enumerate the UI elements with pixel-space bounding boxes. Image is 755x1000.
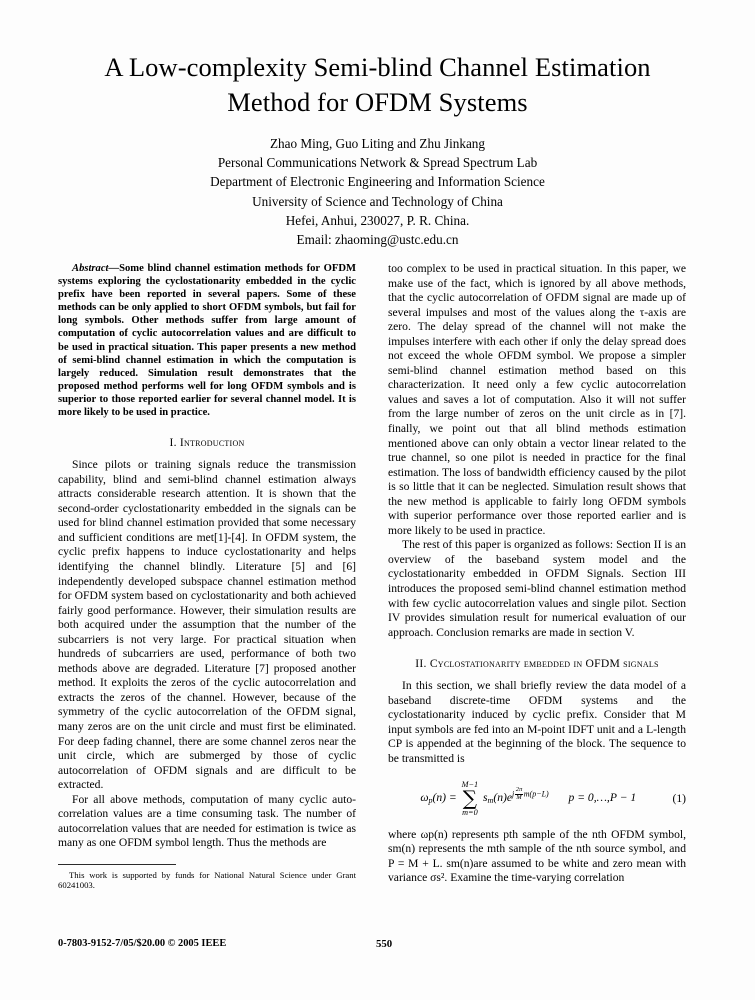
eq1-exp-tail: m(p−L) [523,789,549,799]
abstract-label: Abstract— [72,263,120,274]
author-email: Email: zhaoming@ustc.edu.cn [296,232,459,248]
section-title: Introduction [179,436,245,450]
author-university: University of Science and Technology of China [252,193,503,209]
intro-paragraph-4: The rest of this paper is organized as follows: Section II is an overview of the baseband system model and the cyclostationarity embedded in OFDM Signals. Section III introduces the proposed semi-blind channel estimation method with few cyclic autocorrelation values and single pilot. Section IV provides simulation result for numerical evaluation of our approach. Conclusion remarks are made in section V. [388,538,686,639]
column-left [58,262,356,922]
eq1-exp-j: j [512,789,515,799]
equation-1-expression [388,780,668,817]
eq1-summand-arg: (n)e [493,790,512,804]
page-title [55,50,700,120]
title-line-2: Method for OFDM Systems [227,87,528,117]
page-number: 550 [376,938,393,950]
eq1-frac-numerator: 2π [515,786,523,794]
eq1-summation [462,780,478,817]
author-affiliation-block [55,134,700,249]
section-heading-cyclostationarity [388,657,686,670]
section-number: I. [169,436,177,450]
author-names: Zhao Ming, Guo Liting and Zhu Jinkang [269,136,485,151]
section2-after-equation: where ωp(n) represents pth sample of the nth OFDM symbol, sm(n) represents the mth sample of the nth source symbol, and P = M + L. sm(n)are assumed to be white and zero mean with variance σs². Examine the time-varying correlation [388,827,686,885]
author-department: Department of Electronic Engineering and Information Science [210,174,545,190]
eq1-summand-s: s [483,790,488,804]
eq1-lhs-subscript: p [428,795,433,805]
eq1-exponent [512,787,549,802]
author-address: Hefei, Anhui, 230027, P. R. China. [285,212,470,228]
copyright-line: 0-7803-9152-7/05/$20.00 © 2005 IEEE [58,938,227,949]
eq1-sum-lower-limit: m=0 [462,807,478,817]
eq1-exp-fraction [515,787,524,802]
intro-paragraph-1: Since pilots or training signals reduce the transmission capability, blind and semi-blind channel estimation always attracts considerable research attention. It is shown that the second-order cyclostationarity embedded in the signals can be used for blind channel estimation provided that some necessary and sufficient conditions are met[1]-[4]. In OFDM system, the cyclic prefix happens to induce cyclostationarity and helps identifying the channel blindly. Literature [5] and [6] independently developed subspace channel estimation method for OFDM system based on cyclostationarity and both achieved fairly good performance. However, their simulation results are both acquired under the assumption that the number of the subcarriers is not very large. For practical situation when hundreds of subcarriers are used, performance of both two methods above are degraded. Literature [7] proposed another method. It exploits the zeros of the cyclic autocorrelation and extracts the zeros of the channel. However, because of the symmetry of the cyclic autocorrelation of the OFDM signal, many zeros are on the unit circle and must first be eliminated. For deep fading channel, there are some channel zeros near the unit circle, which are submerged by those of cyclic autocorrelation of OFDM signals and are difficult to be extracted. [58,458,356,792]
footnote-separator [58,864,176,865]
section-heading-introduction [58,436,356,449]
intro-paragraph-2: For all above methods, computation of many cyclic auto-correlation values are a time consuming task. The number of autocorrelation values that are needed for estimation is twice as many as one OFDM symbol length. Thus the methods are [58,792,356,850]
eq1-lhs-arg: (n) = [432,790,457,804]
author-lab: Personal Communications Network & Spread Spectrum Lab [217,155,538,171]
two-column-body [58,262,698,922]
eq1-sum-symbol: ∑ [462,785,478,810]
page-footer [58,938,698,958]
title-block [55,50,700,249]
eq1-frac-denominator: M [516,793,522,801]
abstract-paragraph [58,262,356,419]
section-title: Cyclostationarity embedded in OFDM signals [429,657,659,671]
section2-paragraph-1: In this section, we shall briefly review the data model of a baseband discrete-time OFDM systems and the cyclostationarity induced by cyclic prefix. Consider that M input symbols are fed into an M-point IDFT unit and a L-length CP is appended at the beginning of the block. The sequence to be transmitted is [388,679,686,765]
eq1-summand-subscript: m [487,795,494,805]
eq1-sum-upper-limit: M−1 [461,779,479,789]
equation-1 [388,780,686,817]
funding-footnote: This work is supported by funds for National Natural Science under Grant 60241003. [58,869,356,891]
eq1-lhs-omega: ω [420,790,429,804]
eq1-condition: p = 0,…,P − 1 [568,790,637,804]
abstract-text: Some blind channel estimation methods for OFDM systems exploring the cyclostationarity embedded in the cyclic prefix have been reported in several papers. Some of these methods can be only applied to short OFDM symbols, but fail for long symbols. Other methods suffer from large amount of computation of cyclic autocorrelation values and are difficult to be used in practical situation. This paper presents a new method of semi-blind channel estimation in which the computation is largely reduced. Simulation result demonstrates that the proposed method performs well for long OFDM symbols and is superior to those reported earlier for several channel model. It is more likely to be used in practice. [58,263,356,419]
intro-paragraph-3: too complex to be used in practical situation. In this paper, we make use of the fact, which is ignored by all above methods, that the cyclic autocorrelation of OFDM signal are made up of several impulses and most of the values along the τ-axis are zero. The delay spread of the channel will not make the impulses interfere with each other if only the delay spread does not exceed the whole OFDM symbol. We propose a simpler semi-blind channel estimation method based on this characterization. It need only a few cyclic autocorrelation values and saves a lot of computation. Also it will not suffer from the large number of zeros on the unit circle as in [7]. finally, we point out that all blind methods estimation mentioned above can only obtain a vector linear related to the true channel, so one pilot is needed in practice for the final estimation. The loss of bandwidth efficiency caused by the pilot is so little that it can be neglected. Simulation result shows that the new method is applicable to fairly long OFDM symbols with superior performance over those reported earlier and is more likely to be used in practice. [388,262,686,537]
equation-1-number: (1) [672,791,686,805]
section-number: II. [415,657,427,671]
title-line-1: A Low-complexity Semi-blind Channel Estimation [104,52,651,82]
column-right [388,262,686,922]
